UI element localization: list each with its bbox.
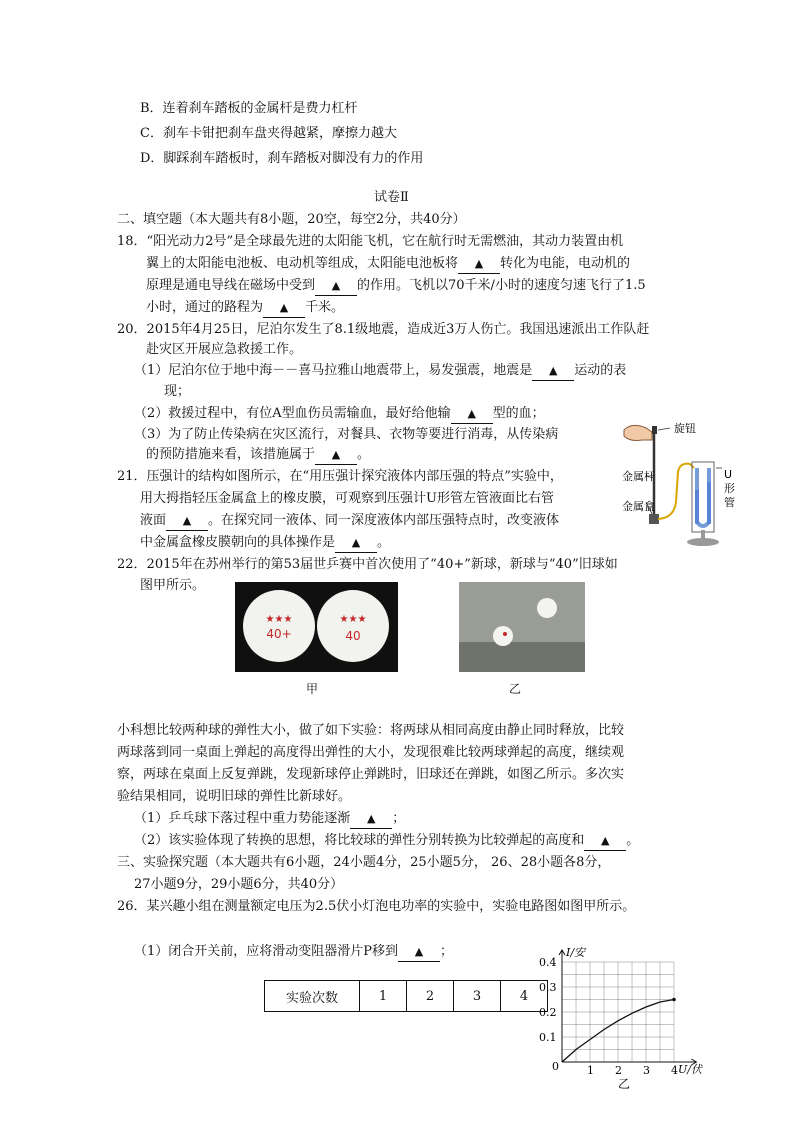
option-c: C．刹车卡钳把刹车盘夹得越紧，摩擦力越大 (140, 126, 397, 141)
blank-mark: ▲ (532, 362, 574, 381)
ball-in-air (537, 598, 557, 618)
old-ball-label: 40 (345, 629, 361, 643)
q20-line2: 赴灾区开展应急救援工作。 (146, 342, 303, 357)
table-cell: 2 (407, 981, 454, 1012)
blank-mark: ▲ (263, 299, 305, 318)
photo-bouncing-balls (459, 582, 585, 672)
y-tick-label: 0.3 (539, 981, 557, 994)
gauge-label-tube-3: 管 (724, 496, 735, 509)
new-ball-label: 40+ (266, 627, 292, 641)
iu-graph (538, 946, 704, 1096)
x-tick-label: 1 (587, 1064, 594, 1077)
q20-part1-cont: 现； (164, 384, 191, 399)
x-axis-label: U/伏 (678, 1063, 702, 1076)
caption-a: 甲 (306, 682, 319, 696)
section3-header: 三、实验探究题（本大题共有6小题，24小题4分，25小题5分， 26、28小题各8分， (117, 855, 611, 870)
q26-line1: 26．某兴趣小组在测量额定电压为2.5伏小灯泡电功率的实验中，实验电路图如图甲所示。 (117, 899, 636, 914)
q22-part1: （1）乒乓球下落过程中重力势能逐渐 ▲ ； (134, 810, 405, 829)
blank-mark: ▲ (451, 405, 493, 424)
gauge-label-knob: 旋钮 (674, 422, 696, 435)
origin-label: 0 (552, 1060, 559, 1073)
x-tick-label: 4 (671, 1064, 678, 1077)
table-row (265, 981, 548, 1012)
q22-line1: 22．2015年在苏州举行的第53届世乒赛中首次使用了“40+”新球，新球与“40”旧球如 (117, 557, 618, 572)
blank-mark: ▲ (335, 534, 377, 553)
q18-line2: 翼上的太阳能电池板、电动机等组成，太阳能电池板将 ▲ 转化为电能，电动机的 (146, 255, 630, 274)
caption-b: 乙 (509, 682, 522, 696)
blank-mark: ▲ (315, 277, 357, 296)
y-tick-label: 0.2 (539, 1006, 557, 1019)
svg-text:★★★: ★★★ (339, 614, 367, 625)
y-tick-label: 0.1 (539, 1031, 557, 1044)
q18-line4: 小时，通过的路程为 ▲ 千米。 (146, 299, 344, 318)
x-tick-label: 2 (615, 1064, 622, 1077)
q22-para1: 小科想比较两种球的弹性大小，做了如下实验：将两球从相同高度由静止同时释放，比较 (117, 723, 625, 738)
blank-mark: ▲ (315, 446, 357, 465)
q18-line1: 18．“阳光动力2号”是全球最先进的太阳能飞机，它在航行时无需燃油，其动力装置由机 (117, 234, 624, 249)
q20-part1: （1）尼泊尔位于地中海－－喜马拉雅山地震带上，易发强震，地震是 ▲ 运动的表 (134, 362, 626, 381)
new-ball (243, 590, 315, 662)
gauge-label-box: 金属盒 (622, 500, 655, 513)
table-header-cell: 实验次数 (265, 981, 360, 1012)
q20-part3-cont: 的预防措施来看，该措施属于 ▲ 。 (146, 446, 370, 465)
trials-table (264, 980, 548, 1012)
q18-line3: 原理是通电导线在磁场中受到 ▲ 的作用。飞机以70千米/小时的速度匀速飞行了1.5 (146, 277, 646, 296)
section2-header: 二、填空题（本大题共有8小题，20空，每空2分，共40分） (117, 212, 466, 227)
x-tick-label: 3 (643, 1064, 650, 1077)
old-ball (317, 590, 389, 662)
blank-mark: ▲ (584, 832, 626, 851)
y-axis-label: I/安 (566, 946, 586, 959)
graph-axes (559, 950, 696, 1065)
gauge-label-tube-1: U (724, 468, 733, 481)
paper2-title: 试卷Ⅱ (374, 190, 409, 205)
metal-box (649, 514, 659, 524)
graph-ticks (539, 956, 678, 1077)
option-b: B．连着刹车踏板的金属杆是费力杠杆 (140, 101, 358, 116)
y-axis (559, 950, 565, 1062)
q22-part2: （2）该实验体现了转换的思想，将比较球的弹性分别转换为比较弹起的高度和 ▲ 。 (134, 832, 639, 851)
q22-line2: 图甲所示。 (140, 578, 206, 593)
y-tick-label: 0.4 (539, 956, 557, 969)
series-end-point (672, 998, 676, 1002)
q20-line1: 20．2015年4月25日，尼泊尔发生了8.1级地震，造成近3万人伤亡。我国迅速派出工作队赶 (117, 322, 650, 337)
q26-part1: （1）闭合开关前，应将滑动变阻器滑片P移到 ▲ ； (134, 943, 453, 962)
section3-header-cont: 27小题9分，29小题6分，共40分） (134, 877, 344, 892)
q22-para4: 验结果相同，说明旧球的弹性比新球好。 (117, 789, 352, 804)
table-cell: 3 (454, 981, 501, 1012)
svg-text:★★★: ★★★ (265, 614, 293, 625)
q21-line4: 中金属盒橡皮膜朝向的具体操作是 ▲ 。 (140, 534, 390, 553)
knob-icon (652, 426, 657, 434)
pressure-gauge-figure (622, 418, 742, 550)
graph-caption: 乙 (618, 1077, 631, 1091)
q20-part3: （3）为了防止传染病在灾区流行，对餐具、衣物等要进行消毒，从传染病 (134, 427, 559, 442)
q21-line3: 液面 ▲ 。在探究同一液体、同一深度液体内部压强特点时，改变液体 (140, 512, 559, 531)
table-cell: 1 (360, 981, 407, 1012)
blank-mark: ▲ (166, 512, 208, 531)
q21-line2: 用大拇指轻压金属盒上的橡皮膜，可观察到压强计U形管左管液面比右管 (140, 491, 554, 506)
q22-para2: 两球落到同一桌面上弹起的高度得出弹性的大小，发现很难比较两球弹起的高度，继续观 (117, 745, 625, 760)
option-d: D．脚踩刹车踏板时，刹车踏板对脚没有力的作用 (140, 151, 424, 166)
q21-line1: 21．压强计的结构如图所示，在“用压强计探究液体内部压强的特点”实验中， (117, 469, 563, 484)
gauge-label-tube-2: 形 (724, 482, 735, 495)
blank-mark: ▲ (398, 943, 440, 962)
blank-mark: ▲ (458, 255, 500, 274)
q20-part2: （2）救援过程中，有位A型血伤员需输血，最好给他输 ▲ 型的血； (134, 405, 545, 424)
ball-on-table (493, 626, 513, 646)
q22-para3: 察，两球在桌面上反复弹跳，发现新球停止弹跳时，旧球还在弹跳，如图乙所示。多次实 (117, 767, 625, 782)
hand-icon (624, 425, 652, 440)
blank-mark: ▲ (350, 810, 392, 829)
gauge-label-rod: 金属杆 (622, 470, 655, 483)
photo-two-balls (235, 582, 398, 672)
table-cell: 4 (501, 981, 548, 1012)
